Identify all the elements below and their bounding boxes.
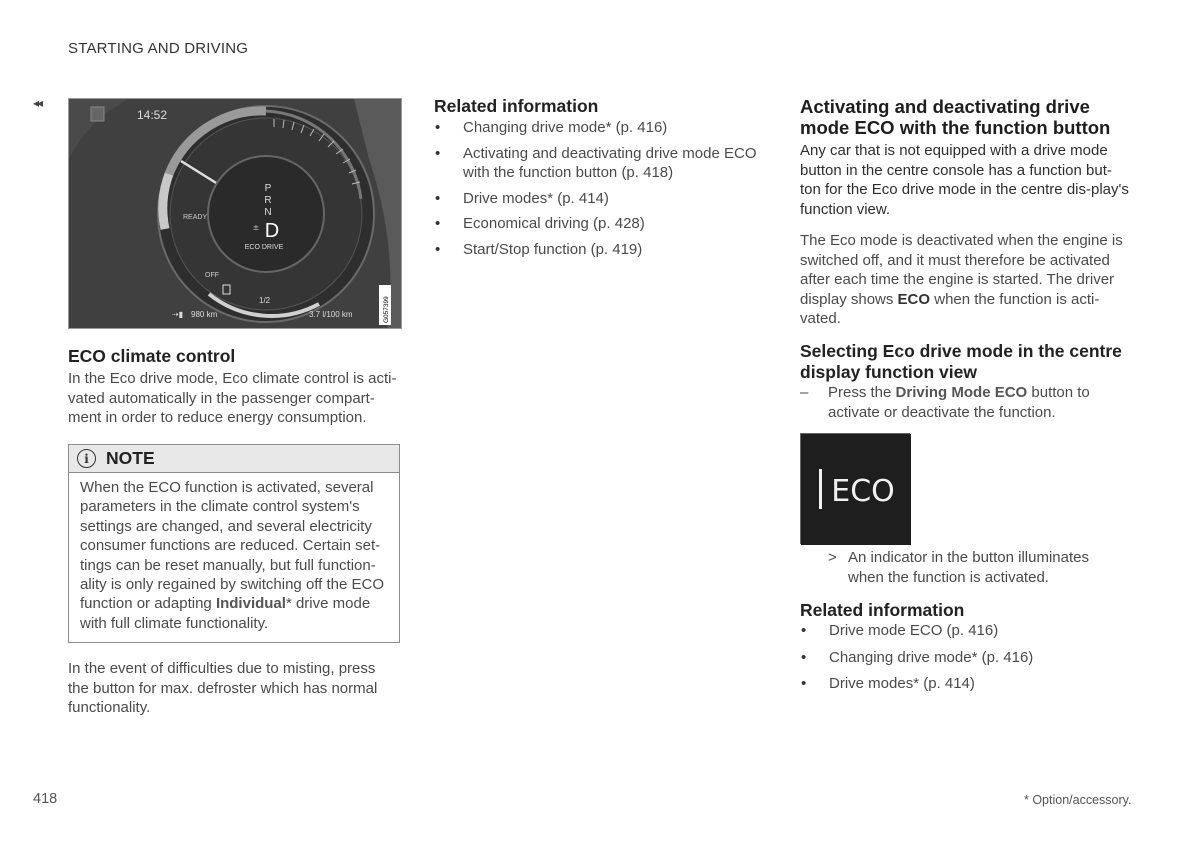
related-link[interactable]: • Changing drive mode* (p. 416) — [434, 118, 764, 138]
intro-paragraph: Any car that is not equipped with a drive mode button in the centre console has a function but-ton for the Eco drive mode in the centre dis-play's function view. — [800, 142, 1129, 218]
related-info-heading: Related information — [434, 96, 599, 116]
step-text — [800, 383, 1130, 422]
main-heading: Activating and deactivating drive mode ECO with the function button — [800, 96, 1111, 138]
step-text-start: Press the — [828, 384, 896, 401]
individual-mode-term: Individual — [215, 595, 286, 613]
note-text-end: * drive mode with full climate functionality. — [80, 595, 371, 632]
off-label: OFF — [205, 272, 219, 279]
related-link[interactable]: • Economical driving (p. 428) — [434, 214, 764, 234]
gear-p: P — [264, 183, 272, 194]
driver-display-image — [68, 98, 402, 329]
section-header: STARTING AND DRIVING — [68, 40, 249, 57]
consumption-readout: 3.7 l/100 km — [309, 310, 353, 319]
deactivation-paragraph — [800, 231, 1132, 329]
driving-mode-eco-term: Driving Mode ECO — [895, 384, 1028, 401]
eco-button-illustration — [801, 434, 911, 545]
result-step — [828, 548, 1128, 587]
misting-paragraph: In the event of difficulties due to misting, press the button for max. defroster which has normal functionality. — [68, 660, 378, 716]
clock: 14:52 — [137, 108, 168, 122]
select-eco-heading: Selecting Eco drive mode in the centre display function view — [800, 341, 1122, 382]
gear-r: R — [264, 195, 272, 206]
related-link[interactable]: • Changing drive mode* (p. 416) — [800, 648, 1130, 668]
note-title: NOTE — [106, 448, 155, 468]
eco-climate-heading: ECO climate control — [68, 346, 236, 366]
eco-term: ECO — [897, 290, 931, 308]
note-text: When the ECO function is activated, several parameters in the climate control system's settings are changed, and several electricity consumer functions are reduced. Certain set-tings can be reset manually, but full function-ality is only regained by switching off the ECO function or adapting — [80, 479, 385, 613]
ready-label: READY — [183, 214, 208, 221]
page-number: 418 — [33, 791, 58, 807]
svg-text:⇢▮: ⇢▮ — [172, 310, 184, 319]
gear-n: N — [264, 207, 272, 218]
note-header — [69, 445, 399, 473]
deactivation-text: The Eco mode is deactivated when the engine is switched off, and it must therefore be activated after each time the engine is started. The driver display shows — [800, 232, 1123, 308]
note-box — [68, 444, 400, 643]
range-readout: 980 km — [191, 310, 218, 319]
eco-drive-label: ECO DRIVE — [244, 244, 284, 251]
deactivation-text-end: when the function is acti-vated. — [800, 290, 1100, 327]
image-code: G057399 — [383, 296, 390, 323]
svg-text:±: ± — [252, 223, 260, 232]
instruction-step — [800, 383, 1130, 422]
result-text: An indicator in the button illuminates when the function is activated. — [848, 549, 1089, 586]
info-icon: i — [77, 449, 96, 468]
related-link[interactable]: • Activating and deactivating drive mode ECO with the function button (p. 418) — [434, 144, 764, 183]
related-info-heading-right: Related information — [800, 600, 965, 620]
step-dash: – — [800, 384, 809, 401]
eco-function-button-image — [800, 433, 910, 544]
related-link[interactable]: • Drive mode ECO (p. 416) — [800, 621, 1130, 641]
eco-climate-paragraph: In the Eco drive mode, Eco climate control is acti-vated automatically in the passenger compart-ment in order to reduce energy consumption. — [68, 370, 397, 426]
related-links-list — [434, 118, 764, 265]
driver-display-illustration — [69, 99, 402, 329]
footnote: * Option/accessory. — [1024, 793, 1132, 807]
gear-d: D — [264, 220, 280, 242]
related-link[interactable]: • Drive modes* (p. 414) — [800, 674, 1130, 694]
step-text-end: button to activate or deactivate the function. — [828, 384, 1090, 421]
previous-page-icon[interactable]: ◂◂ — [33, 96, 42, 110]
fuel-half-label: 1/2 — [259, 296, 271, 305]
related-link[interactable]: • Drive modes* (p. 414) — [434, 189, 764, 209]
related-link[interactable]: • Start/Stop function (p. 419) — [434, 240, 764, 260]
eco-button-label: ECO — [831, 474, 895, 509]
related-links-list-right — [800, 621, 1130, 700]
note-body — [69, 473, 399, 633]
result-symbol: > — [828, 549, 837, 566]
